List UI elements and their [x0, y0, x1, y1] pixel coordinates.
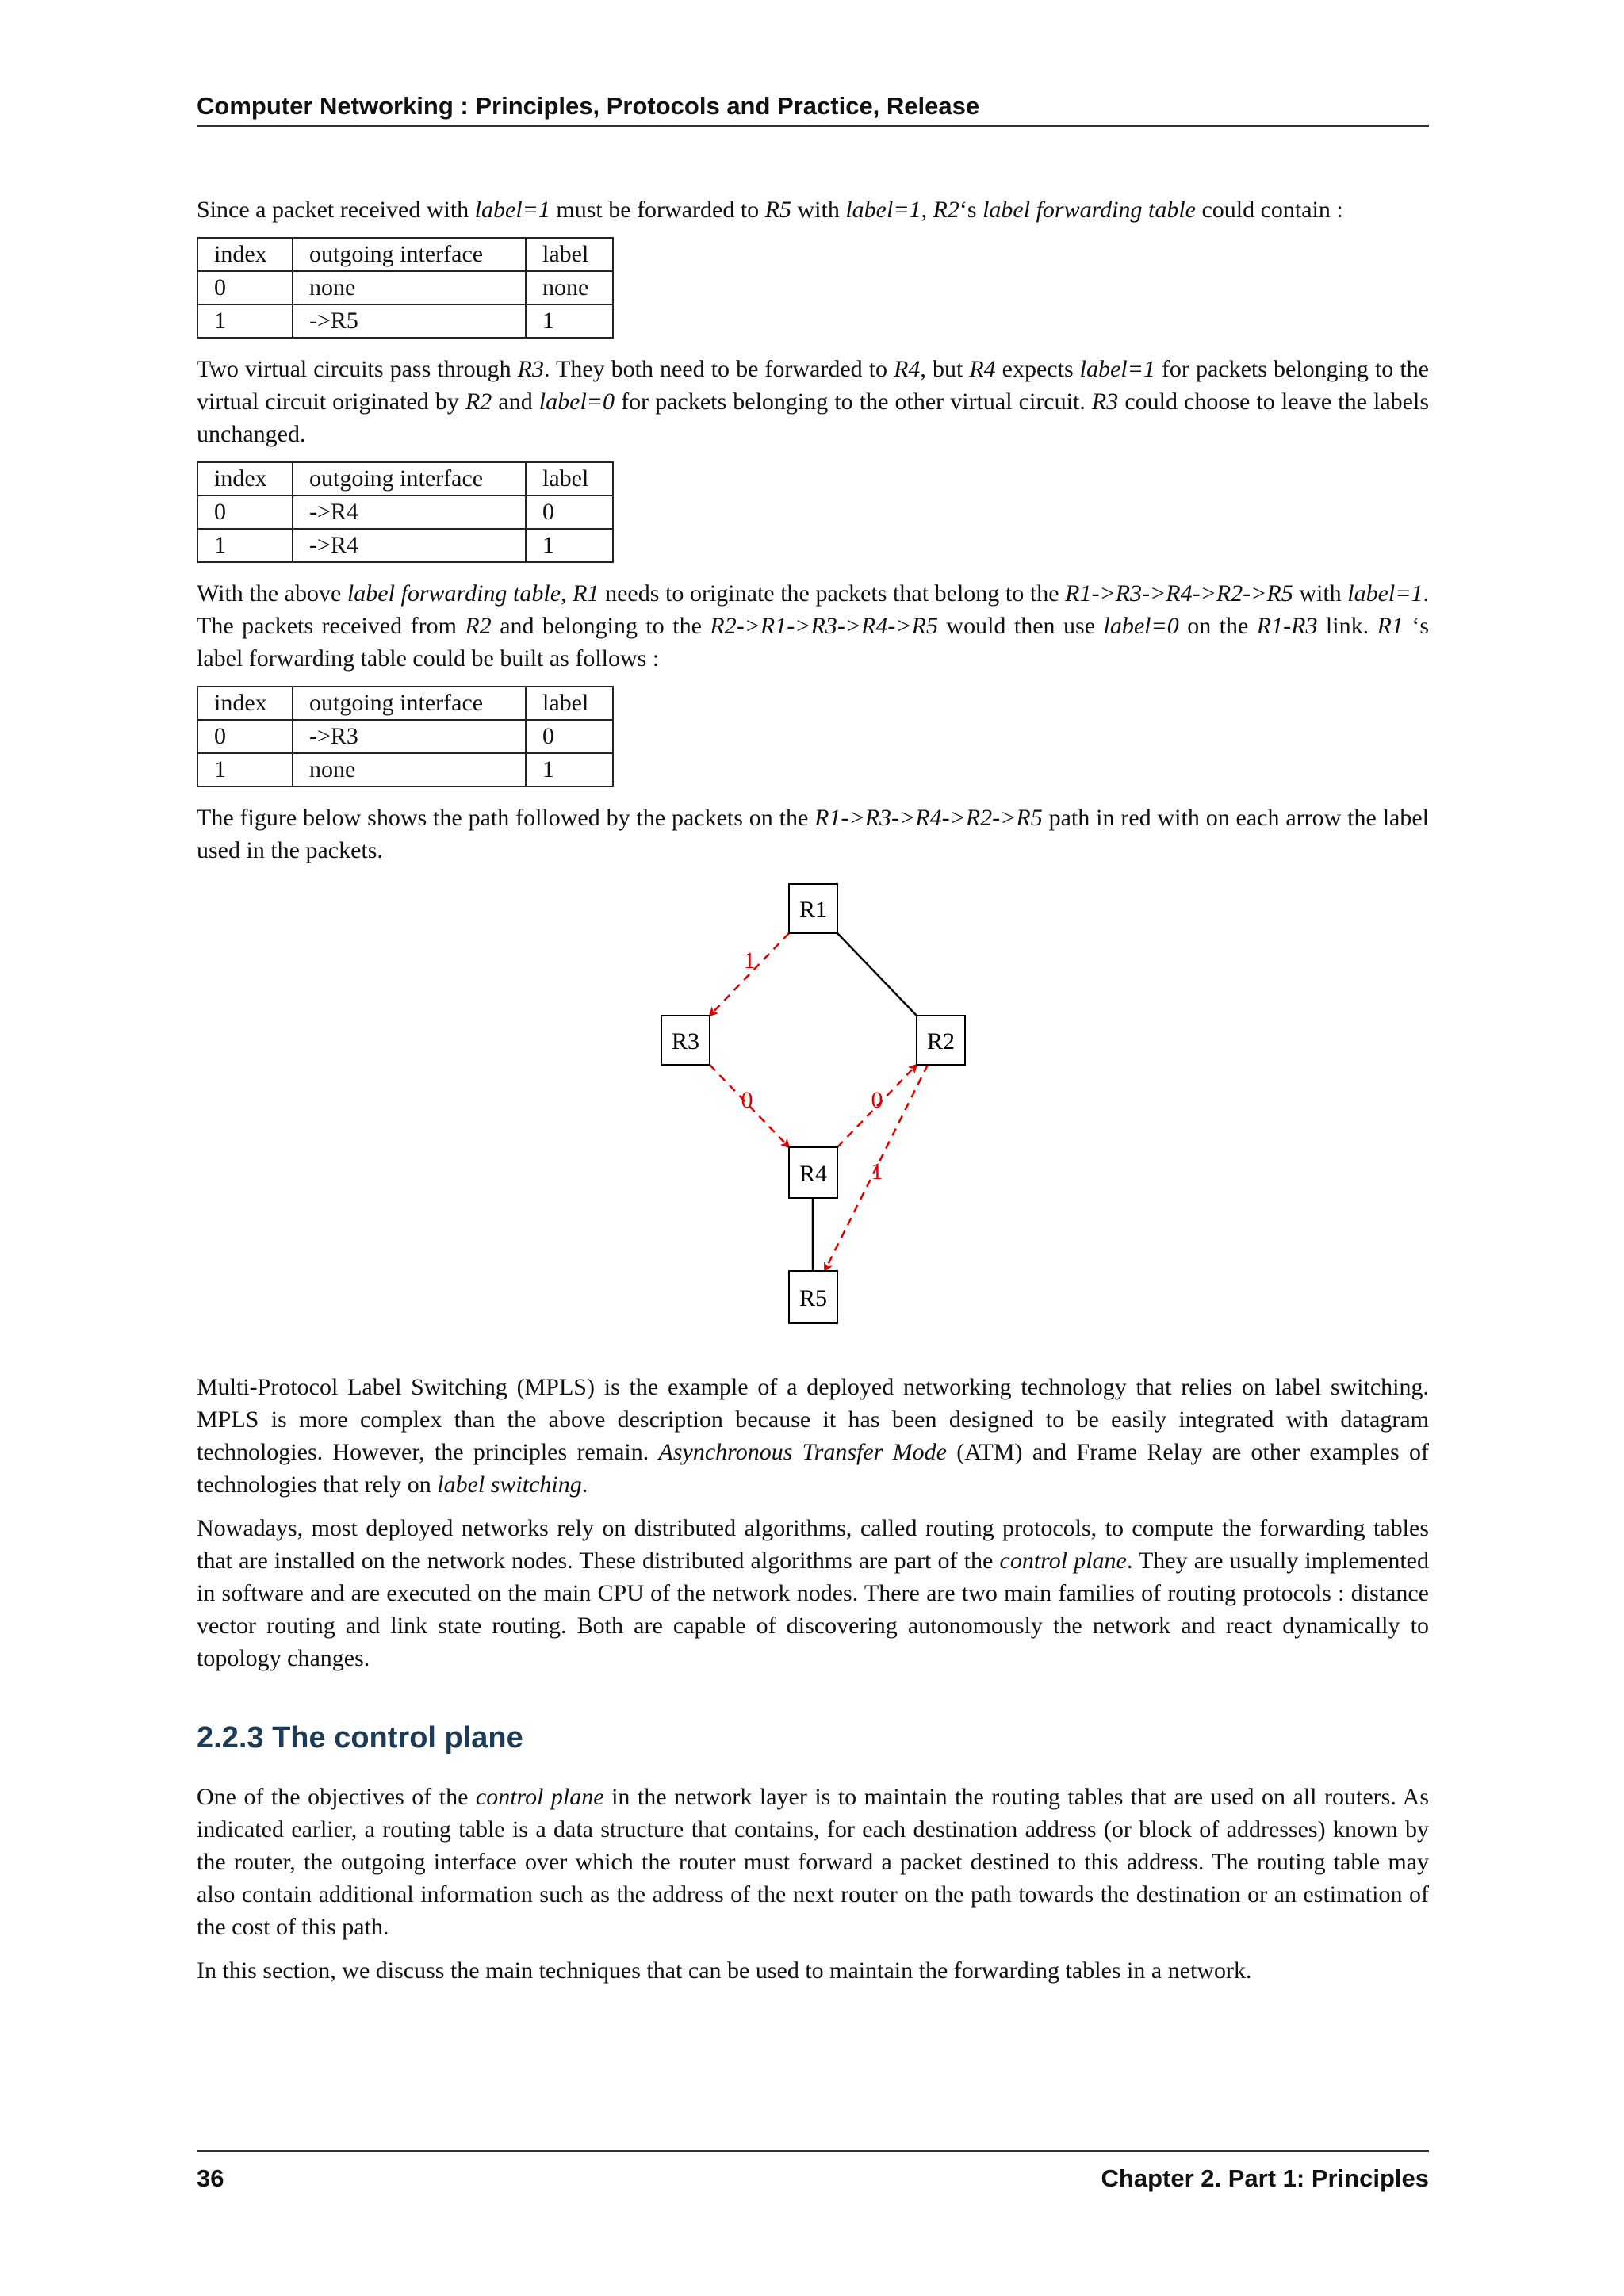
text-em: label forwarding table — [347, 580, 561, 607]
cell-label: 0 — [526, 496, 613, 529]
text-em: Asynchronous Transfer Mode — [658, 1439, 947, 1465]
router-label: R3 — [671, 1028, 700, 1054]
text: and belonging to the — [491, 613, 710, 639]
table-row — [197, 271, 613, 304]
running-header: Computer Networking : Principles, Protocols and Practice, Release — [197, 92, 1429, 127]
cell-index: 1 — [197, 753, 293, 786]
table-header-row — [197, 238, 613, 271]
text: could choose to leave the labels unchanged. — [197, 388, 1429, 447]
text-em: label=0 — [1103, 613, 1179, 639]
text: for packets belonging to the other virtual circuit. — [615, 388, 1092, 415]
cell-label: none — [526, 271, 613, 304]
header-outgoing-interface: outgoing interface — [293, 238, 526, 271]
link-r1-r2 — [837, 933, 917, 1016]
text: . They are usually implemented in software and are executed on the main CPU of the network nodes. There are two main families of routing protocols : distance vector routing and link state routing. Both are capable of discovering autonomously the network and react dynamically to topology changes. — [197, 1548, 1429, 1671]
text: One of the objectives of the — [197, 1784, 476, 1810]
text-em: R2 — [465, 613, 492, 639]
arrow-r1-r3 — [710, 933, 789, 1016]
text: Two virtual circuits pass through — [197, 356, 518, 382]
label-forwarding-table-r3 — [197, 461, 614, 563]
header-index: index — [197, 238, 293, 271]
cell-outgoing-interface: none — [293, 753, 526, 786]
cell-outgoing-interface: ->R5 — [293, 304, 526, 338]
cell-index: 1 — [197, 529, 293, 562]
router-node-r5 — [789, 1271, 837, 1323]
text: Multi-Protocol Label Switching (MPLS) is the example of a deployed networking technology that relies on label switching. MPLS is more complex than the above description because it has been designed to be easily integrated with datagram technologies. However, the principles remain. — [197, 1374, 1429, 1465]
table-row — [197, 753, 613, 786]
paragraph-mpls — [197, 1371, 1429, 1501]
table-header-row — [197, 687, 613, 720]
router-node-r4 — [789, 1147, 837, 1198]
cell-index: 0 — [197, 720, 293, 753]
text: Nowadays, most deployed networks rely on distributed algorithms, called routing protocols, to compute the forwarding tables that are installed on the network nodes. These distributed algorithms are part of the — [197, 1515, 1429, 1574]
page-body — [197, 193, 1429, 1998]
text-em: label=0 — [538, 388, 615, 415]
page-footer — [197, 2150, 1429, 2192]
header-index: index — [197, 462, 293, 496]
text-em: label=1 — [845, 197, 921, 223]
text: . — [581, 1471, 588, 1498]
text: . They both need to be forwarded to — [544, 356, 894, 382]
router-node-r2 — [917, 1016, 965, 1065]
text-em: R1->R3->R4->R2->R5 — [814, 805, 1043, 831]
text: . The packets received from — [197, 580, 1430, 639]
arrow-label-r2-r5: 1 — [871, 1158, 883, 1184]
header-label: label — [526, 462, 613, 496]
text: on the — [1178, 613, 1257, 639]
cell-label: 1 — [526, 304, 613, 338]
text: path in red with on each arrow the label used in the packets. — [197, 805, 1430, 863]
cell-outgoing-interface: ->R4 — [293, 529, 526, 562]
page — [197, 0, 1429, 2296]
text-em: label=1 — [1347, 580, 1423, 607]
text: , but — [920, 356, 970, 382]
text-em: R1->R3->R4->R2->R5 — [1065, 580, 1293, 607]
text: Since a packet received with — [197, 197, 475, 223]
paragraph-section-intro — [197, 1954, 1429, 1987]
table-row — [197, 529, 613, 562]
table-row — [197, 304, 613, 338]
table-row — [197, 496, 613, 529]
header-index: index — [197, 687, 293, 720]
paragraph-control-plane — [197, 1781, 1429, 1943]
text-em: R1 — [573, 580, 599, 607]
text: , — [921, 197, 933, 223]
router-node-r3 — [661, 1016, 710, 1065]
paragraph-label-table-r1 — [197, 577, 1429, 675]
text-em: R2 — [465, 388, 492, 415]
paragraph-routing-protocols — [197, 1512, 1429, 1674]
text: with — [1293, 580, 1348, 607]
text-em: control plane — [999, 1548, 1127, 1574]
arrow-label-r1-r3: 1 — [743, 947, 756, 974]
text-em: control plane — [475, 1784, 604, 1810]
cell-label: 1 — [526, 529, 613, 562]
text-em: R4 — [894, 356, 921, 382]
paragraph-label-table-r3 — [197, 353, 1429, 450]
text: ‘s label forwarding table could be built as follows : — [197, 613, 1430, 672]
router-label: R4 — [799, 1161, 828, 1187]
text: and — [492, 388, 539, 415]
table-row — [197, 720, 613, 753]
header-label: label — [526, 238, 613, 271]
network-diagram — [197, 878, 1429, 1353]
text-em: label=1 — [474, 197, 550, 223]
paragraph-figure-intro — [197, 802, 1429, 867]
text: could contain : — [1195, 197, 1343, 223]
text-em: R3 — [1091, 388, 1119, 415]
text-em: R1 — [1377, 613, 1404, 639]
cell-index: 0 — [197, 496, 293, 529]
router-label: R5 — [799, 1285, 828, 1311]
text: With the above — [197, 580, 347, 607]
page-number: 36 — [197, 2164, 224, 2192]
cell-outgoing-interface: ->R4 — [293, 496, 526, 529]
cell-label: 1 — [526, 753, 613, 786]
cell-index: 0 — [197, 271, 293, 304]
cell-label: 0 — [526, 720, 613, 753]
text: would then use — [937, 613, 1104, 639]
cell-index: 1 — [197, 304, 293, 338]
text: , — [561, 580, 573, 607]
text: link. — [1317, 613, 1377, 639]
arrow-label-r3-r4: 0 — [741, 1087, 753, 1113]
text: for packets belonging to the virtual circuit originated by — [197, 356, 1429, 415]
chapter-title: Chapter 2. Part 1: Principles — [1101, 2164, 1429, 2192]
text: in the network layer is to maintain the routing tables that are used on all routers. As indicated earlier, a routing table is a data structure that contains, for each destination address (or block of addresses) known by the router, the outgoing interface over which the router must forward a packet destined to this address. The routing table may also contain additional information such as the address of the next router on the path towards the destination or an estimation of the cost of this path. — [197, 1784, 1430, 1940]
header-outgoing-interface: outgoing interface — [293, 462, 526, 496]
header-label: label — [526, 687, 613, 720]
text-em: R1-R3 — [1256, 613, 1318, 639]
arrow-label-r4-r2: 0 — [871, 1087, 883, 1113]
text-em: R4 — [969, 356, 996, 382]
table-header-row — [197, 462, 613, 496]
text: with — [791, 197, 846, 223]
label-forwarding-table-r2 — [197, 237, 614, 339]
router-node-r1 — [789, 884, 837, 933]
cell-outgoing-interface: ->R3 — [293, 720, 526, 753]
text-em: R2 — [933, 197, 959, 223]
text: (ATM) and Frame Relay are other examples of technologies that rely on — [197, 1439, 1429, 1498]
text-em: R3 — [517, 356, 544, 382]
paragraph-label-table-r2 — [197, 193, 1429, 226]
text-em: label forwarding table — [982, 197, 1196, 223]
text: expects — [995, 356, 1080, 382]
section-heading: 2.2.3 The control plane — [197, 1721, 523, 1755]
text: needs to originate the packets that belong to the — [599, 580, 1066, 607]
text-em: R5 — [764, 197, 791, 223]
text-em: label=1 — [1079, 356, 1155, 382]
text: must be forwarded to — [550, 197, 765, 223]
text: The figure below shows the path followed by the packets on the — [197, 805, 815, 831]
text-em: R2->R1->R3->R4->R5 — [710, 613, 938, 639]
text-em: label switching — [437, 1471, 582, 1498]
router-label: R2 — [926, 1028, 956, 1054]
label-forwarding-table-r1 — [197, 686, 614, 787]
cell-outgoing-interface: none — [293, 271, 526, 304]
header-outgoing-interface: outgoing interface — [293, 687, 526, 720]
text: In this section, we discuss the main techniques that can be used to maintain the forwarding tables in a network. — [197, 1957, 1252, 1984]
router-label: R1 — [799, 897, 828, 923]
mpls-path-figure — [197, 878, 1429, 1353]
text: ‘s — [959, 197, 983, 223]
